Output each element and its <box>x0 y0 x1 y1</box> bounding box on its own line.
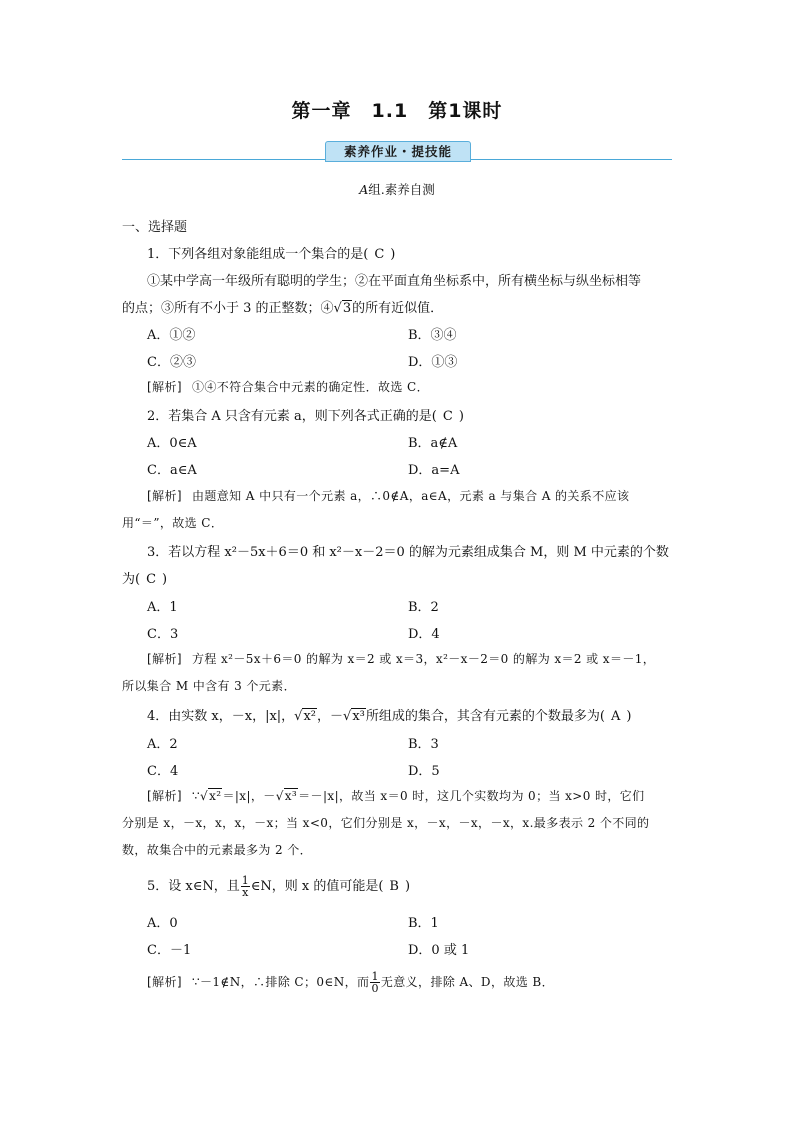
q4-analysis-tag: [解析] <box>147 789 182 803</box>
q4-radicand2: x³ <box>352 709 365 724</box>
q2-option-d: D．a=A <box>408 463 460 478</box>
q3-stem-text2: 为( <box>122 572 141 587</box>
q5-analysis-b: 无意义，排除 A、D，故选 B． <box>380 975 554 989</box>
q5-close: ) <box>404 879 411 894</box>
q1-text-line2a: 的点；③所有不小于 3 的正整数；④ <box>122 301 334 316</box>
q2-analysis-tag: [解析] <box>147 489 182 503</box>
q1-analysis-text: ①④不符合集合中元素的确定性．故选 C． <box>191 380 429 394</box>
q3-option-a: A．1 <box>147 600 178 615</box>
q4-option-b: B．3 <box>408 737 439 752</box>
q3-option-c: C．3 <box>147 627 179 642</box>
q1-stem-text: 1．下列各组对象能组成一个集合的是( <box>147 247 369 262</box>
page-title: 第一章 1.1 第1课时 <box>291 100 503 122</box>
q4-stem <box>147 705 631 724</box>
q5-analysis-frac-den: 0 <box>371 982 379 995</box>
q1-close: ) <box>390 247 396 262</box>
q3-analysis-text1: 方程 x²－5x＋6＝0 的解为 x＝2 或 x＝3，x²－x－2＝0 的解为 x＝2 或 x＝－1， <box>191 652 656 666</box>
q4-option-c: C．4 <box>147 764 179 779</box>
q4-analysis-b: ＝|x|，－ <box>222 789 276 803</box>
q1-analysis-tag: [解析] <box>147 380 182 394</box>
q4-stem-c: 所组成的集合，其含有元素的个数最多为( <box>365 709 605 724</box>
q1-option-c: C．②③ <box>147 355 196 370</box>
cube-root-symbol: √x³ <box>343 709 365 724</box>
q2-option-c: C．a∈A <box>147 463 197 478</box>
q1-option-b: B．③④ <box>408 328 457 343</box>
q4-analysis-radicand2: x³ <box>284 789 298 803</box>
q5-answer: B <box>389 879 399 894</box>
q4-analysis-line2: 分别是 x，－x，x，x，－x；当 x<0，它们分别是 x，－x，－x，－x，x.最多表示 2 个不同的 <box>122 816 650 830</box>
q2-analysis-text1: 由题意知 A 中只有一个元素 a，∴0∉A，a∈A，元素 a 与集合 A 的关系不应该 <box>191 489 630 503</box>
q1-option-d: D．①③ <box>408 355 458 370</box>
q1-stem <box>147 243 395 262</box>
q1-option-a: A．①② <box>147 328 196 343</box>
q5-stem-a: 5．设 x∈N，且 <box>147 879 240 894</box>
q3-answer: C <box>146 572 157 587</box>
q3-option-d: D．4 <box>408 627 440 642</box>
q3-analysis-tag: [解析] <box>147 652 182 666</box>
q4-stem-b: ，－ <box>317 709 344 724</box>
q5-analysis-a: ∵－1∉N，∴排除 C；0∈N，而 <box>191 975 370 989</box>
section-heading: 一、选择题 <box>122 220 188 235</box>
q3-option-b: B．2 <box>408 600 439 615</box>
group-heading <box>0 180 794 198</box>
q5-stem-b: ∈N，则 x 的值可能是( <box>250 879 384 894</box>
q4-option-d: D．5 <box>408 764 440 779</box>
q2-stem <box>147 405 464 424</box>
q5-analysis-frac-num: 1 <box>371 970 379 983</box>
q3-analysis-line1 <box>147 650 655 667</box>
q3-stem-line2 <box>122 568 167 587</box>
q5-frac-den: x <box>242 886 249 899</box>
q2-option-b: B．a∉A <box>408 436 458 451</box>
q5-analysis <box>147 971 554 994</box>
q2-stem-text: 2．若集合 A 只含有元素 a，则下列各式正确的是( <box>147 409 437 424</box>
q4-close: ) <box>626 709 632 724</box>
q4-analysis-a: ∵ <box>191 789 201 803</box>
q4-analysis-line1 <box>147 787 645 804</box>
q4-stem-a: 4．由实数 x，－x，|x|， <box>147 709 295 724</box>
q5-analysis-tag: [解析] <box>147 975 182 989</box>
q3-close: ) <box>162 572 168 587</box>
q5-option-a: A．0 <box>147 916 178 931</box>
q4-analysis-line3: 数，故集合中的元素最多为 2 个． <box>122 843 313 857</box>
q4-radicand1: x² <box>303 709 317 724</box>
q5-fraction <box>241 875 250 898</box>
section-banner: 素养作业・提技能 <box>325 141 471 162</box>
q2-option-a: A．0∈A <box>147 436 197 451</box>
q5-option-d: D．0 或 1 <box>408 943 470 958</box>
sqrt-symbol: √x² <box>200 789 222 803</box>
q1-analysis <box>147 378 429 395</box>
cube-root-symbol: √x³ <box>275 789 298 803</box>
q3-stem-line1: 3．若以方程 x²－5x＋6＝0 和 x²－x－2＝0 的解为元素组成集合 M，则 M 中元素的个数 <box>147 545 669 560</box>
q1-text-line2b: 的所有近似值． <box>352 301 444 316</box>
q2-analysis-line2: 用“＝”，故选 C． <box>122 516 224 530</box>
q5-stem <box>147 875 410 898</box>
q1-text-line2 <box>122 297 443 316</box>
q1-radicand: 3 <box>342 301 352 316</box>
q4-analysis-c: ＝－|x|，故当 x＝0 时，这几个实数均为 0；当 x>0 时，它们 <box>298 789 645 803</box>
q4-analysis-radicand1: x² <box>209 789 222 803</box>
q1-answer: C <box>374 247 385 262</box>
q1-text-line1: ①某中学高一年级所有聪明的学生；②在平面直角坐标系中，所有横坐标与纵坐标相等 <box>147 274 642 289</box>
q2-close: ) <box>458 409 464 424</box>
q5-option-c: C．－1 <box>147 943 192 958</box>
q5-option-b: B．1 <box>408 916 439 931</box>
sqrt-symbol: √x² <box>294 709 317 724</box>
q4-option-a: A．2 <box>147 737 178 752</box>
q4-answer: A <box>610 709 621 724</box>
q3-analysis-line2: 所以集合 M 中含有 3 个元素． <box>122 679 296 693</box>
q5-analysis-fraction <box>370 971 379 994</box>
sqrt-symbol: √3 <box>333 301 352 316</box>
q2-analysis-line1 <box>147 487 629 504</box>
group-text: 组.素养自测 <box>368 182 435 197</box>
q5-frac-num: 1 <box>241 874 249 887</box>
q2-answer: C <box>442 409 453 424</box>
group-letter: A <box>359 182 369 197</box>
